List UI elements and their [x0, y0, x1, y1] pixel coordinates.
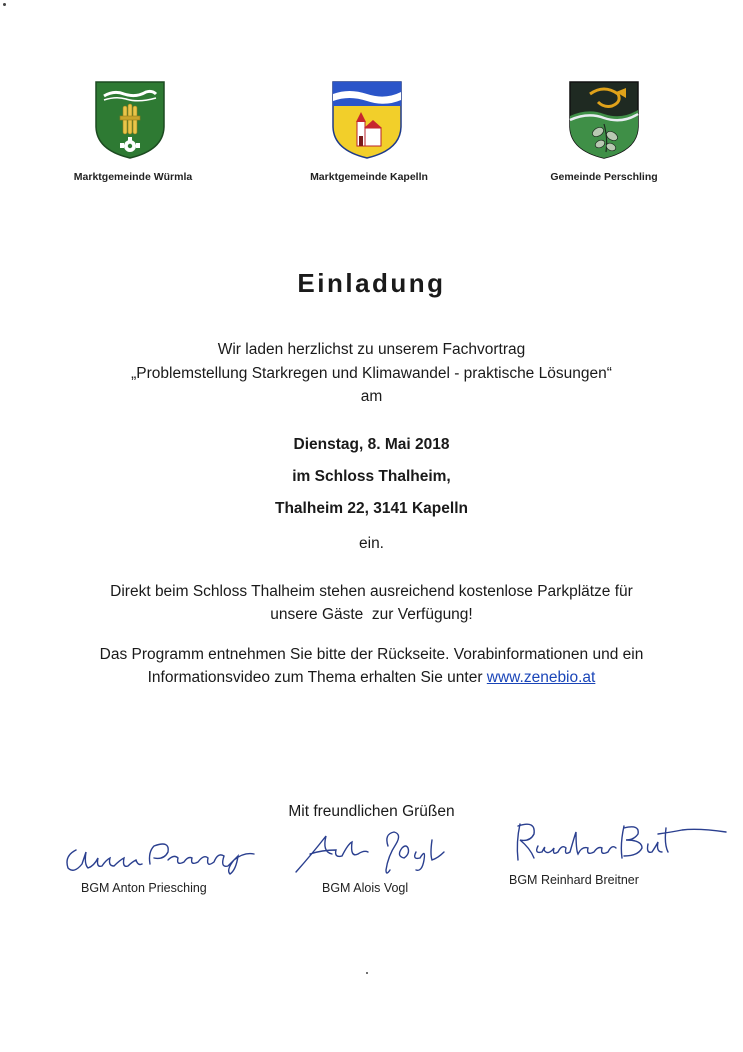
parking-info-line-1: Direkt beim Schloss Thalheim stehen ausreichend kostenlose Parkplätze für: [110, 583, 633, 600]
closing-word: ein.: [359, 535, 384, 552]
signatory-name-priesching: BGM Anton Priesching: [81, 881, 207, 895]
signatory-name-vogl: BGM Alois Vogl: [322, 881, 409, 895]
signatory-name-breitner: BGM Reinhard Breitner: [509, 873, 639, 887]
program-info-text: Informationsvideo zum Thema erhalten Sie unter: [147, 669, 487, 686]
event-date: Dienstag, 8. Mai 2018: [293, 436, 450, 453]
crest-label-wuermla: Marktgemeinde Würmla: [73, 171, 193, 183]
perschling-crest: [568, 80, 640, 160]
crest-label-kapelln: Marktgemeinde Kapelln: [310, 171, 428, 183]
intro-line: Wir laden herzlichst zu unserem Fachvortrag: [217, 341, 526, 358]
page-title: Einladung: [297, 268, 446, 298]
intro-am: am: [360, 388, 383, 405]
program-info-line-1: Das Programm entnehmen Sie bitte der Rückseite. Vorabinformationen und ein: [99, 646, 644, 663]
signature-vogl: [292, 824, 462, 876]
signature-breitner: [512, 818, 732, 870]
scan-speck: [3, 3, 6, 6]
signature-priesching: [58, 830, 268, 876]
event-venue: im Schloss Thalheim,: [292, 468, 451, 485]
wuermla-crest: [94, 80, 166, 160]
kapelln-crest: [331, 80, 403, 160]
lecture-title: „Problemstellung Starkregen und Klimawandel - praktische Lösungen“: [131, 365, 612, 382]
crest-label-perschling: Gemeinde Perschling: [550, 171, 658, 183]
greeting: Mit freundlichen Grüßen: [288, 803, 455, 820]
wheat-sheaf-crest-icon: [94, 80, 166, 160]
scan-speck: [366, 972, 368, 974]
chapel-crest-icon: [331, 80, 403, 160]
program-info-line-2: [0, 669, 743, 687]
posthorn-crest-icon: [568, 80, 640, 160]
zenebio-link[interactable]: www.zenebio.at: [486, 669, 596, 686]
event-address: Thalheim 22, 3141 Kapelln: [275, 500, 468, 517]
parking-info-line-2: unsere Gäste zur Verfügung!: [270, 606, 473, 623]
